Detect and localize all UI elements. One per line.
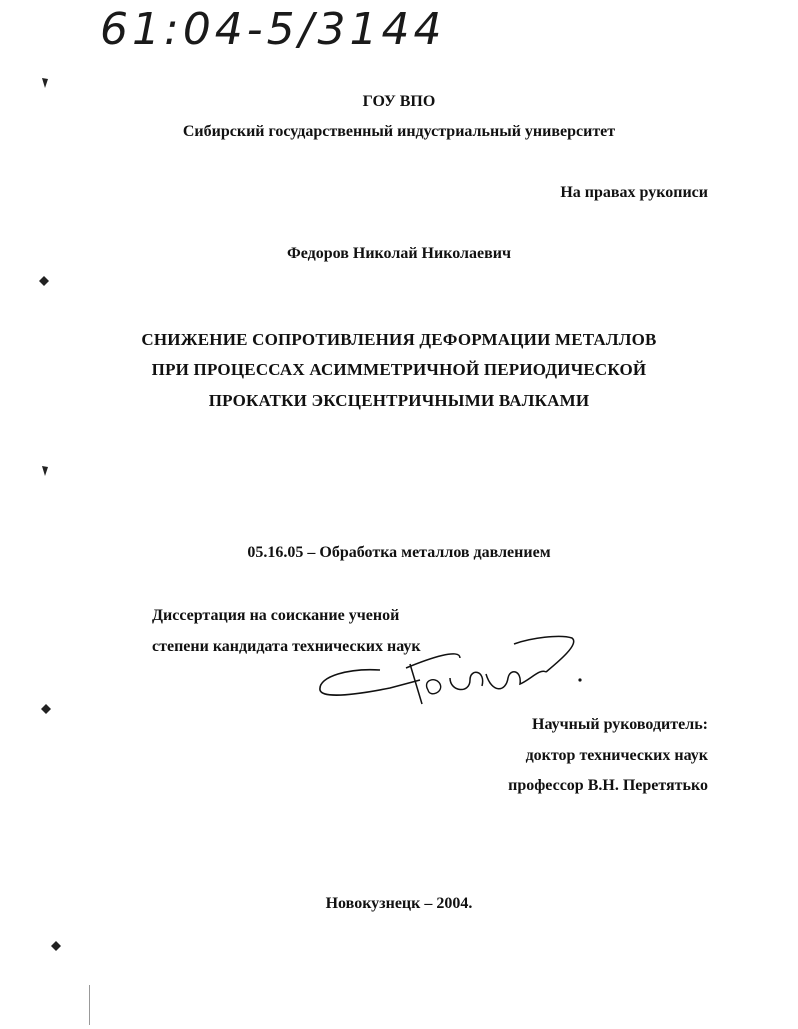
specialty: 05.16.05 – Обработка металлов давлением: [247, 544, 551, 561]
manuscript-note: На правах рукописи: [560, 184, 708, 201]
supervisor-degree: доктор технических наук: [525, 747, 708, 764]
author-name: Федоров Николай Николаевич: [287, 245, 511, 262]
binding-hole-mark-icon: [50, 940, 60, 950]
archive-number: 61:04-5/3144: [100, 4, 446, 55]
author-signature: [310, 628, 600, 708]
binding-hole-mark-icon: [40, 703, 50, 713]
dissertation-line: Диссертация на соискание ученой: [152, 607, 400, 624]
binding-hole-mark-icon: [38, 275, 48, 285]
supervisor-label: Научный руководитель:: [532, 716, 708, 733]
university-name: Сибирский государственный индустриальный университет: [182, 123, 616, 140]
binding-hole-mark-icon: [40, 77, 50, 87]
supervisor-name: профессор В.Н. Перетятько: [508, 777, 708, 794]
title-line: ПРОКАТКИ ЭКСЦЕНТРИЧНЫМИ ВАЛКАМИ: [208, 391, 590, 410]
place-year: Новокузнецк – 2004.: [325, 895, 473, 912]
title-line: СНИЖЕНИЕ СОПРОТИВЛЕНИЯ ДЕФОРМАЦИИ МЕТАЛЛОВ: [141, 330, 657, 349]
title-line: ПРИ ПРОЦЕССАХ АСИММЕТРИЧНОЙ ПЕРИОДИЧЕСКОЙ: [151, 360, 647, 379]
dissertation-line: степени кандидата технических наук: [152, 638, 421, 655]
margin-line: [89, 985, 90, 1025]
binding-hole-mark-icon: [40, 465, 50, 475]
org-type: ГОУ ВПО: [362, 93, 436, 110]
